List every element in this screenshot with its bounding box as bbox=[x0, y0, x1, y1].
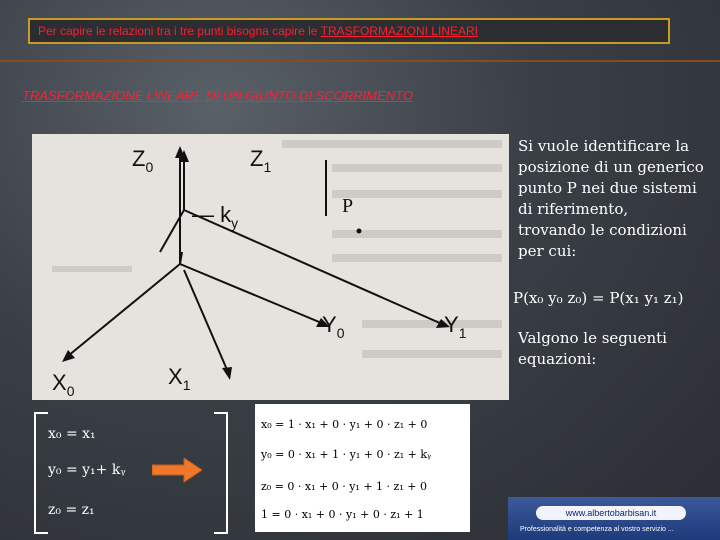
label-y0: Y bbox=[322, 312, 337, 337]
coordinate-diagram-photo bbox=[32, 134, 509, 400]
arrow-right-icon bbox=[152, 457, 202, 483]
coordinate-diagram bbox=[32, 134, 509, 400]
site-logo[interactable] bbox=[508, 497, 720, 540]
label-z0: Z bbox=[132, 146, 146, 171]
matrix-row: y₀ = 0 · x₁ + 1 · y₁ + 0 · z₁ + kᵧ bbox=[261, 448, 432, 461]
intro-line: per cui: bbox=[518, 242, 577, 260]
label-z0-sub: 0 bbox=[145, 159, 154, 175]
point-condition: P(x₀ y₀ z₀) = P(x₁ y₁ z₁) bbox=[513, 289, 684, 307]
logo-tagline: Professionalità e competenza al vostro servizio ... bbox=[520, 526, 674, 533]
equations-intro-line: Valgono le seguenti bbox=[518, 329, 667, 347]
label-y1-sub: 1 bbox=[458, 325, 467, 341]
matrix-row: 1 = 0 · x₁ + 0 · y₁ + 0 · z₁ + 1 bbox=[261, 508, 424, 521]
title-link[interactable]: TRASFORMAZIONI LINEARI bbox=[320, 24, 478, 38]
logo-url[interactable]: www.albertobarbisan.it bbox=[536, 506, 686, 520]
matrix-equations bbox=[255, 404, 470, 532]
label-x0: X bbox=[52, 370, 67, 395]
svg-text:— ky bbox=[192, 202, 238, 231]
label-ky: — k bbox=[192, 202, 232, 227]
equations-intro-line: equazioni: bbox=[518, 350, 597, 368]
svg-text:Y1 bbox=[444, 312, 467, 341]
label-ky-sub: y bbox=[231, 215, 239, 231]
label-x1: X bbox=[168, 364, 183, 389]
equations-bracket-left bbox=[34, 412, 48, 534]
intro-paragraph bbox=[518, 136, 704, 262]
svg-text:X0 bbox=[52, 370, 75, 399]
label-p: P bbox=[342, 195, 354, 217]
label-z1: Z bbox=[250, 146, 264, 171]
equations-bracket-right bbox=[214, 412, 228, 534]
title-box bbox=[28, 18, 670, 44]
matrix-row: z₀ = 0 · x₁ + 0 · y₁ + 1 · z₁ + 0 bbox=[261, 480, 427, 493]
equations-intro bbox=[518, 328, 667, 370]
intro-line: di riferimento, bbox=[518, 200, 629, 218]
intro-line: Si vuole identificare la bbox=[518, 137, 690, 155]
equation-x: x₀ = x₁ bbox=[48, 426, 96, 442]
intro-line: posizione di un generico bbox=[518, 158, 704, 176]
svg-text:X1 bbox=[168, 364, 191, 393]
title-prefix: Per capire le relazioni tra i tre punti bisogna capire le bbox=[38, 24, 321, 38]
intro-line: trovando le condizioni bbox=[518, 221, 687, 239]
svg-text:Z0 bbox=[132, 146, 153, 175]
slide-title bbox=[38, 24, 478, 38]
label-x0-sub: 0 bbox=[66, 383, 75, 399]
matrix-row: x₀ = 1 · x₁ + 0 · y₁ + 0 · z₁ + 0 bbox=[261, 418, 428, 431]
equation-y: y₀ = y₁+ kᵧ bbox=[48, 462, 126, 478]
svg-text:Z1 bbox=[250, 146, 271, 175]
label-z1-sub: 1 bbox=[263, 159, 272, 175]
label-y1: Y bbox=[444, 312, 459, 337]
label-y0-sub: 0 bbox=[336, 325, 345, 341]
svg-text:Y0 bbox=[322, 312, 345, 341]
intro-line: punto P nei due sistemi bbox=[518, 179, 697, 197]
header-divider bbox=[0, 60, 720, 62]
section-subtitle: TRASFORMAZIONE LINEARE DI UN GIUNTO DI SCORRIMENTO bbox=[22, 88, 413, 103]
equation-z: z₀ = z₁ bbox=[48, 502, 95, 518]
label-x1-sub: 1 bbox=[182, 377, 191, 393]
